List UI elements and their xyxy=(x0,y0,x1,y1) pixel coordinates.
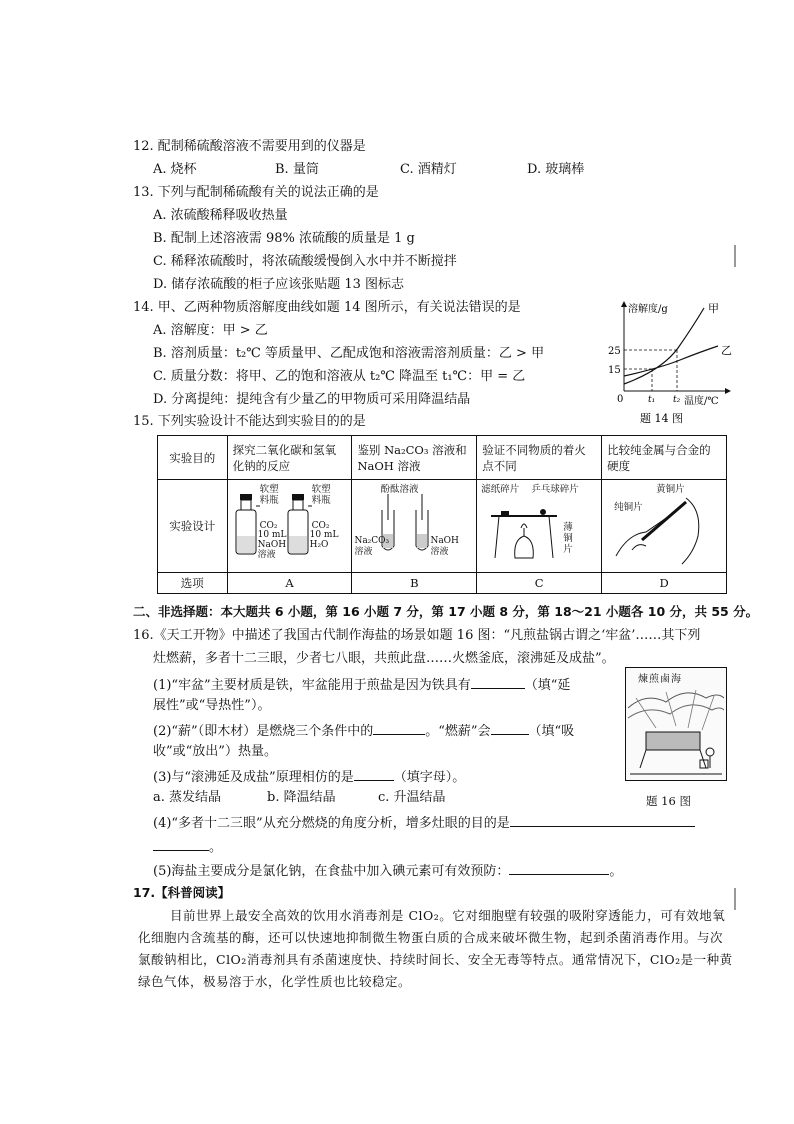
salt-making-figure xyxy=(625,667,727,781)
q16-p4-blank-2[interactable] xyxy=(153,836,209,851)
q16-p2-blank-1[interactable] xyxy=(373,720,425,735)
q16-p5-text: (5)海盐主要成分是氯化钠，在食盐中加入碘元素可有效预防： xyxy=(153,864,510,879)
option-letter-a: A xyxy=(227,573,352,594)
tick-25: 25 xyxy=(608,346,621,357)
pingpong-label: 乒乓球碎片 xyxy=(531,484,579,495)
q12-option-a: A. 烧杯 xyxy=(153,162,197,177)
q16-p5 xyxy=(153,860,622,881)
q16-p1-cont: 展性”或“导热性”）。 xyxy=(153,698,271,713)
pure-copper-label: 纯铜片 xyxy=(614,502,643,513)
filter-paper-label: 滤纸碎片 xyxy=(481,484,520,495)
q12-option-c: C. 酒精灯 xyxy=(400,162,457,177)
design-b xyxy=(352,480,477,573)
q16-p5-end: 。 xyxy=(609,864,623,879)
q16-p3-blank[interactable] xyxy=(354,766,394,781)
naoh-label: 10 mL NaOH 溶液 xyxy=(257,530,287,560)
brass-label: 黄铜片 xyxy=(656,484,685,495)
q14-option-a: A. 溶解度：甲 > 乙 xyxy=(153,323,268,338)
tick-t1: t₁ xyxy=(648,395,656,405)
origin-label: 0 xyxy=(617,394,624,405)
row-head-option: 选项 xyxy=(158,573,228,594)
q16-p2-cont: 收”或“放出”）热量。 xyxy=(153,744,277,759)
co2-label-b: CO₂ xyxy=(311,521,330,531)
q16-p2-text: (2)“薪”（即木材）是燃烧三个条件中的 xyxy=(153,724,374,739)
row-head-purpose: 实验目的 xyxy=(158,436,228,480)
q16-p2 xyxy=(153,720,574,741)
q16-p3-option-b: b. 降温结晶 xyxy=(267,790,336,805)
design-d xyxy=(602,480,727,573)
bottle-a-label: 软塑料瓶 xyxy=(259,484,279,506)
q16-p3-text: (3)与“滚沸延及成盐”原理相仿的是 xyxy=(153,770,354,785)
q13-option-c: C. 稀释浓硫酸时，将浓硫酸缓慢倒入水中并不断搅拌 xyxy=(153,254,457,269)
q13-option-d: D. 储存浓硫酸的柜子应该张贴题 13 图标志 xyxy=(153,277,405,292)
q16-p4-text: (4)“多者十二三眼”从充分燃烧的角度分析，增多灶眼的目的是 xyxy=(153,816,510,831)
tick-15: 15 xyxy=(608,365,621,376)
q16-p3-hint: （填字母）。 xyxy=(393,770,466,785)
q16-p3 xyxy=(153,766,465,787)
curve-jia xyxy=(624,308,704,384)
option-letter-d: D xyxy=(602,573,727,594)
q14-option-d: D. 分离提纯：提纯含有少量乙的甲物质可采用降温结晶 xyxy=(153,392,471,407)
indicator-label: 酚酞溶液 xyxy=(380,484,419,495)
series-label-jia: 甲 xyxy=(708,302,719,315)
q16-p4-end: 。 xyxy=(209,840,223,855)
copper-label: 薄铜片 xyxy=(563,522,573,555)
q16-p3-option-c: c. 升温结晶 xyxy=(378,790,446,805)
h2o-label: 10 mL H₂O xyxy=(309,530,339,550)
section-heading: 二、非选择题：本大题共 6 小题，第 16 小题 7 分，第 17 小题 8 分，第 18～21 小题各 10 分，共 55 分。 xyxy=(133,604,759,619)
q17-heading: 17.【科普阅读】 xyxy=(133,885,231,900)
q13-option-b: B. 配制上述溶液需 98% 浓硫酸的质量是 1 g xyxy=(153,231,415,246)
q12-option-b: B. 量筒 xyxy=(275,162,319,177)
q16-p4-blank-1[interactable] xyxy=(510,812,695,827)
series-label-yi: 乙 xyxy=(721,344,732,357)
figure-16-caption: 题 16 图 xyxy=(646,794,691,808)
edge-mark-bottom xyxy=(734,888,736,910)
na2co3-label: Na₂CO₃ 溶液 xyxy=(354,536,390,557)
design-c xyxy=(477,480,602,573)
co2-label-a: CO₂ xyxy=(259,521,278,531)
solubility-figure xyxy=(600,296,740,428)
y-axis-label: 溶解度/g xyxy=(628,304,668,315)
q16-p5-blank[interactable] xyxy=(509,860,609,875)
q13-stem: 13. 下列与配制稀硫酸有关的说法正确的是 xyxy=(133,185,379,200)
q14-option-b: B. 溶剂质量：t₂℃ 等质量甲、乙配成饱和溶液需溶剂质量：乙 > 甲 xyxy=(153,346,545,361)
purpose-b: 鉴别 Na₂CO₃ 溶液和 NaOH 溶液 xyxy=(352,436,477,480)
q15-stem: 15. 下列实验设计不能达到实验目的的是 xyxy=(133,414,366,429)
q16-p2-mid: 。“燃薪”会 xyxy=(425,724,491,739)
design-a xyxy=(227,480,352,573)
purpose-d: 比较纯金属与合金的硬度 xyxy=(602,436,727,480)
q16-p3-option-a: a. 蒸发结晶 xyxy=(153,790,222,805)
q12-stem: 12. 配制稀硫酸溶液不需要用到的仪器是 xyxy=(133,139,366,154)
row-head-design: 实验设计 xyxy=(158,480,228,573)
bottle-b-label: 软塑料瓶 xyxy=(311,484,331,506)
q14-stem: 14. 甲、乙两种物质溶解度曲线如题 14 图所示，有关说法错误的是 xyxy=(133,300,521,315)
q16-p1-hint: （填“延 xyxy=(524,678,571,693)
purpose-c: 验证不同物质的着火点不同 xyxy=(477,436,602,480)
experiment-table xyxy=(157,435,727,594)
q16-p4 xyxy=(153,812,695,833)
option-letter-c: C xyxy=(477,573,602,594)
q14-option-c: C. 质量分数：将甲、乙的饱和溶液从 t₂℃ 降温至 t₁℃：甲 = 乙 xyxy=(153,369,526,384)
q16-p2-blank-2[interactable] xyxy=(491,720,529,735)
x-axis-label: 温度/℃ xyxy=(684,396,719,407)
figure-title: 煉煎鹵海 xyxy=(638,674,682,685)
tick-t2: t₂ xyxy=(673,395,681,405)
q12-option-d: D. 玻璃棒 xyxy=(527,162,585,177)
q16-p4-cont xyxy=(153,836,222,857)
figure-caption: 题 14 图 xyxy=(640,412,683,425)
option-letter-b: B xyxy=(352,573,477,594)
curve-yi xyxy=(624,346,718,376)
q16-stem-line1: 16.《天工开物》中描述了我国古代制作海盐的场景如题 16 图：“凡煎盐锅古谓之‘牢盆’……其下列 xyxy=(133,628,701,643)
q16-p1-text: (1)“牢盆”主要材质是铁，牢盆能用于煎盐是因为铁具有 xyxy=(153,678,471,693)
q16-p2-hint: （填“吸 xyxy=(528,724,575,739)
edge-mark-top xyxy=(734,245,736,267)
q16-stem-line2: 灶燃薪，多者十二三眼，少者七八眼，共煎此盘……火燃釜底，滚沸延及成盐”。 xyxy=(153,651,615,666)
q13-option-a: A. 浓硫酸稀释吸收热量 xyxy=(153,208,288,223)
purpose-a: 探究二氧化碳和氢氧化钠的反应 xyxy=(227,436,352,480)
naoh-tube-label: NaOH 溶液 xyxy=(430,536,459,557)
q17-passage: 目前世界上最安全高效的饮用水消毒剂是 ClO₂。它对细胞壁有较强的吸附穿透能力，可有效地氧化细胞内含巯基的酶，还可以快速地抑制微生物蛋白质的合成来破坏微生物，起到杀菌消毒作用。与次氯酸钠相比，ClO₂消毒剂具有杀菌速度快、持续时间长、安全无毒等特点。通常情况下，ClO₂是一种黄绿色气体，极易溶于水，化学性质也比较稳定。 xyxy=(138,908,733,989)
q16-p1 xyxy=(153,674,570,695)
q16-p1-blank[interactable] xyxy=(471,674,525,689)
